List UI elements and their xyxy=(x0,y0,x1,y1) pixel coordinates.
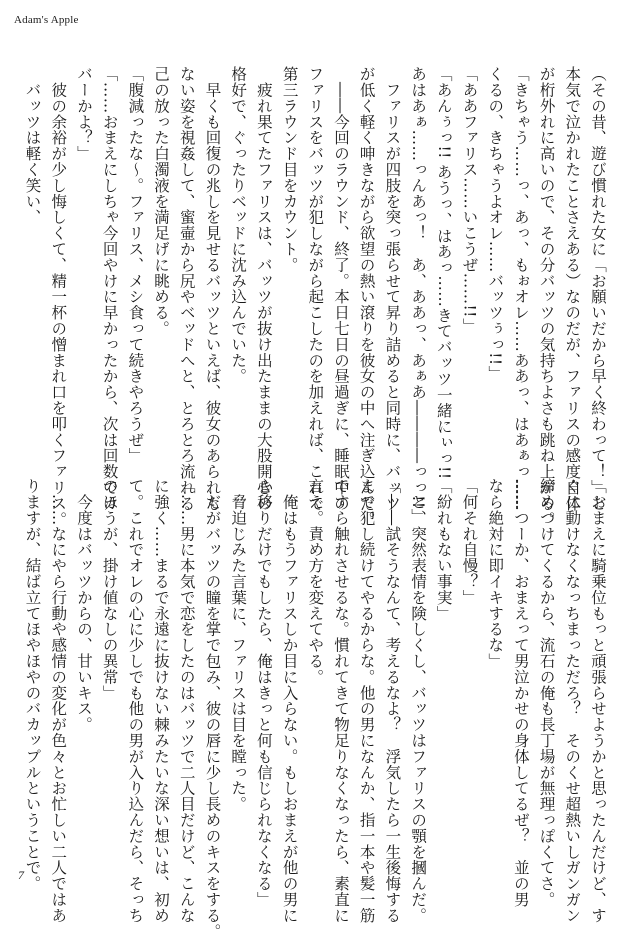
running-head: Adam's Apple xyxy=(14,14,79,26)
text-line: 「――試そうなんて、考えるなよ？ 浮気したら一生後悔する xyxy=(383,478,402,924)
text-line: 「ああファリス……いこうぜ……!!」 xyxy=(460,66,479,334)
text-line: と、突然表情を険しくし、バッツはファリスの顎を摑んだ。 xyxy=(409,478,428,924)
text-line: 第三ラウンド目をカウント。 xyxy=(280,66,299,273)
text-line: 俺はもうファリスしか目に入らない。もしおまえが他の男に xyxy=(280,478,299,924)
text-line: 言え。責め方を変えてやる。 xyxy=(306,478,325,685)
page-number: 7 xyxy=(18,868,24,882)
text-line: 「おまえに騎乗位もっと頑張らせようかと思ったんだけど、す xyxy=(589,478,607,924)
text-block-top xyxy=(23,66,610,528)
text-line: だがバッツの瞳を掌で包み、彼の唇に少し長めのキスをする。 xyxy=(203,478,222,939)
text-line: 「あんぅっ!! あうっ、はあっ……きてバッツ一緒にぃっ!! xyxy=(434,66,453,480)
text-line: （その昔、遊び慣れた女に「お願いだから早く終わって！」と xyxy=(589,66,607,512)
text-line: ファリスをバッツが犯しながら起こしたのを加えれば、これで xyxy=(306,66,325,512)
text-line: ……つーか、おまえって男泣かせの身体してるぜ？ 並の男 xyxy=(511,478,530,908)
text-line: 脅迫じみた言葉に、ファリスは目を瞠った。 xyxy=(229,478,248,812)
text-block-bottom xyxy=(23,478,610,939)
text-line: 彼の余裕が少し悔しくて、精一杯の憎まれ口を叩くファリス。 xyxy=(49,66,68,528)
text-line: 「何それ自慢？」 xyxy=(460,478,479,606)
text-line: なら絶対に即イキするな」 xyxy=(486,478,505,669)
text-line: くるの、きちゃうよオレ……バッツぅっ!!」 xyxy=(486,66,505,382)
text-line: あはあぁ……っんあっ！ あ、ああっ、あぁあ――――っっ!!」 xyxy=(409,66,428,525)
text-line: 心移りだけでもしたら、俺はきっと何も信じられなくなる」 xyxy=(254,478,273,908)
text-line: ファリスが四肢を突っ張らせて昇り詰めると同時に、バッツ xyxy=(383,66,402,512)
text-line: 「……おまえにしちゃ今回やけに早かったから、次は回数でカ xyxy=(100,66,119,512)
text-line: 本気で泣かれたことさえある）なのだが、ファリスの感度自体 xyxy=(563,66,582,512)
text-line: 「きちゃう……っ、あっ、もぉオレ……ああっ、はあぁっ…… xyxy=(511,66,530,512)
text-line: 「紛れもない事実」 xyxy=(434,478,453,622)
text-line: バッツは軽く笑い、 xyxy=(23,66,42,225)
text-line: のほうが、掛け値なしの異常」 xyxy=(100,478,119,701)
text-line: 早くも回復の兆しを見せるバッツといえば、彼女のあられも xyxy=(203,66,222,512)
text-line: りますが、結ば立てほやほやのバカップルということで。 xyxy=(23,478,42,892)
text-line: ――今回のラウンド、終了。本日七日の昼過ぎに、睡眠中の xyxy=(331,66,350,512)
text-line: 今度はバッツからの、甘いキス。 xyxy=(74,478,93,733)
text-line: 己の放った白濁液を満足げに眺める。 xyxy=(152,66,171,337)
text-line: バーかよ？」 xyxy=(74,66,93,162)
text-line: ですら触れさせるな。慣れてきて物足りなくなったら、素直に xyxy=(331,478,350,924)
text-line: ……なにやら行動や感情の変化が色々とお忙しい二人ではあ xyxy=(49,478,68,924)
text-line: 締めつけてくるから、流石の俺も長丁場が無理っぽくてさ。 xyxy=(537,478,556,908)
text-line: て。これでオレの心に少しでも他の男が入り込んだら、そっち xyxy=(126,478,145,924)
text-line: 格好で、ぐったりベッドに沈み込んでいた。 xyxy=(229,66,248,384)
text-line: が桁外れに高いので、その分バッツの気持ちよさも跳ね上がる。 xyxy=(537,66,556,528)
text-line: に強く……まるで永遠に抜けない棘みたいな深い想いは、初め xyxy=(152,478,171,924)
text-line: ない姿を視姦して、蜜壷から尻やベッドへと、とろとろ流れる xyxy=(177,66,196,512)
text-line: まで犯し続けてやるからな。他の男になんか、指一本や髪一筋 xyxy=(357,478,376,924)
text-line: が低く軽く呻きながら欲望の熱い滾りを彼女の中へ注ぎ込んだ。 xyxy=(357,66,376,528)
text-line: 「……男に本気で恋をしたのはバッツで二人目だけど、こんな xyxy=(177,478,196,924)
text-line: 「腹減ったな～。ファリス、メシ食って続きやろうぜ」 xyxy=(126,66,145,464)
text-line: 疲れ果てたファリスは、バッツが抜け出たままの大股開きの xyxy=(254,66,273,512)
text-line: ぐに動けなくなっちまっただろ？ そのくせ超熱いしガンガン xyxy=(563,478,582,924)
